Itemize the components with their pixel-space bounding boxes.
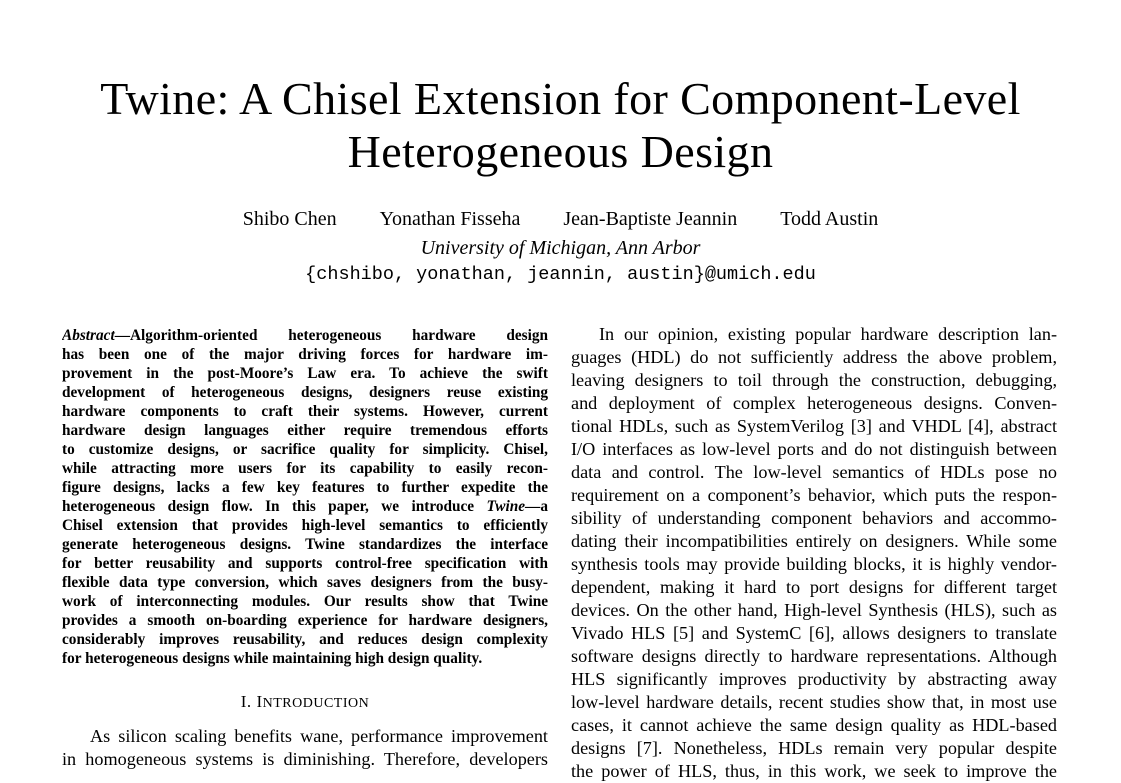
abstract-line: has been one of the major driving forces for hardware im- [62, 346, 548, 363]
author-name: Jean-Baptiste Jeannin [563, 208, 738, 230]
paper-title [0, 72, 1121, 178]
abstract-line: generate heterogeneous designs. Twine standardizes the interface [62, 536, 548, 553]
body-line: and deployment of complex heterogeneous designs. Conven- [571, 393, 1057, 413]
body-line: In our opinion, existing popular hardware description lan- [599, 324, 1057, 344]
author-list [0, 206, 1121, 232]
body-line: in homogeneous systems is diminishing. Therefore, developers [62, 749, 548, 769]
body-line: HLS significantly improves productivity by abstracting away [571, 669, 1057, 689]
abstract-line: figure designs, lacks a few key features to further expedite the [62, 479, 548, 496]
author-name: Shibo Chen [242, 208, 337, 230]
body-line: I/O interfaces as low-level ports and do not distinguish between [571, 439, 1057, 459]
twine-name: Twine [486, 498, 526, 515]
body-line: sibility of understanding component behaviors and accommo- [571, 508, 1057, 528]
abstract-line: while attracting more users for its capability to easily recon- [62, 460, 548, 477]
abstract-line: development of heterogeneous designs, designers reuse existing [62, 384, 548, 401]
author-name: Yonathan Fisseha [379, 208, 521, 230]
body-line: As silicon scaling benefits wane, performance improvement [90, 726, 548, 746]
affiliation: University of Michigan, Ann Arbor [420, 237, 701, 259]
body-line: data and control. The low-level semantics of HDLs pose no [571, 462, 1057, 482]
body-line: synthesis tools may provide building blocks, it is highly vendor- [571, 554, 1057, 574]
body-line: designs [7]. Nonetheless, HDLs remain very popular despite [571, 738, 1057, 758]
title-line: Heterogeneous Design [347, 126, 774, 177]
body-line: tional HDLs, such as SystemVerilog [3] and VHDL [4], abstract [571, 416, 1057, 436]
body-line: dependent, making it hard to port designs for different target [571, 577, 1057, 597]
abstract-line: provides a smooth on-boarding experience for hardware designers, [62, 612, 548, 629]
body-line: Vivado HLS [5] and SystemC [6], allows designers to translate [571, 623, 1057, 643]
body-line: guages (HDL) do not sufficiently address the above problem, [571, 347, 1057, 367]
body-line: software designs directly to hardware representations. Although [571, 646, 1057, 666]
abstract-line: to customize designs, or sacrifice quality for simplicity. Chisel, [62, 441, 548, 458]
body-line: dating their incompatibilities entirely on designers. While some [571, 531, 1057, 551]
body-line: devices. On the other hand, High-level Synthesis (HLS), such as [571, 600, 1057, 620]
body-line: requirement on a component’s behavior, which puts the respon- [571, 485, 1057, 505]
author-emails: {chshibo, yonathan, jeannin, austin}@umich.edu [305, 264, 816, 285]
abstract-line: Abstract—Algorithm-oriented heterogeneous hardware design [62, 327, 548, 344]
body-line: the power of HLS, thus, in this work, we seek to improve the [571, 761, 1057, 781]
intro-right-column [571, 323, 1057, 783]
abstract-line: considerably improves reusability, and reduces design complexity [62, 631, 548, 648]
intro-left-column [62, 725, 548, 771]
abstract-line: heterogeneous design flow. In this paper, we introduce Twine—a [62, 498, 548, 515]
abstract-line: provement in the post-Moore’s Law era. To achieve the swift [62, 365, 548, 382]
abstract-line: hardware design languages either require tremendous efforts [62, 422, 548, 439]
abstract-line: for heterogeneous designs while maintaining high design quality. [62, 650, 483, 667]
abstract-line: for better reusability and supports control-free specification with [62, 555, 548, 572]
abstract-line: Chisel extension that provides high-level semantics to efficiently [62, 517, 548, 534]
title-line: Twine: A Chisel Extension for Component-Level [100, 73, 1021, 124]
section-heading: I. INTRODUCTION [240, 692, 370, 711]
abstract-lead: Abstract [62, 327, 115, 344]
author-name: Todd Austin [780, 208, 879, 230]
body-line: leaving designers to toil through the construction, debugging, [571, 370, 1057, 390]
abstract [62, 326, 548, 668]
abstract-line: flexible data type conversion, which saves designers from the busy- [62, 574, 548, 591]
body-line: cases, it cannot achieve the same design quality as HDL-based [571, 715, 1057, 735]
abstract-line: hardware components to craft their systems. However, current [62, 403, 548, 420]
abstract-line: work of interconnecting modules. Our results show that Twine [62, 593, 548, 610]
body-line: low-level hardware details, recent studies show that, in most use [571, 692, 1057, 712]
